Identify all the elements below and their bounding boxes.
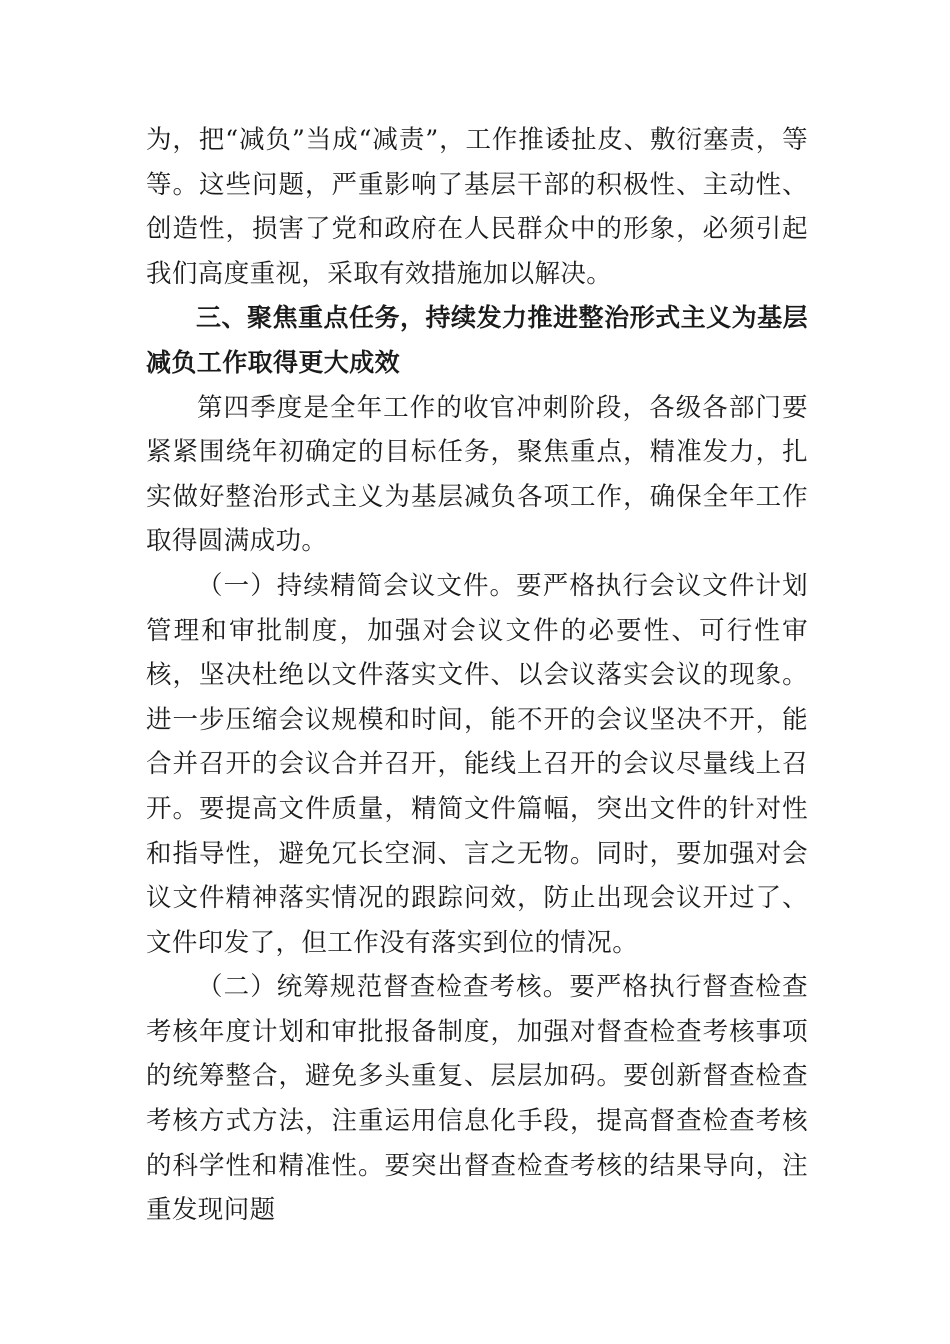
item-2-body: 要严格执行督查检查考核年度计划和审批报备制度，加强对督查检查考核事项的统筹整合，避免多头重复、层层加码。要创新督查检查考核方式方法，注重运用信息化手段，提高督查检查考核的科学性和精准性。要突出督查检查考核的结果导向，注重发现问题	[146, 972, 808, 1226]
item-2-paragraph	[146, 965, 808, 1233]
item-1-paragraph	[146, 564, 808, 965]
section-heading: 三、聚焦重点任务，持续发力推进整治形式主义为基层减负工作取得更大成效	[146, 303, 808, 377]
item-1-body: 要严格执行会议文件计划管理和审批制度，加强对会议文件的必要性、可行性审核，坚决杜绝以文件落实文件、以会议落实会议的现象。进一步压缩会议规模和时间，能不开的会议坚决不开，能合并召开的会议合并召开，能线上召开的会议尽量线上召开。要提高文件质量，精简文件篇幅，突出文件的针对性和指导性，避免冗长空洞、言之无物。同时，要加强对会议文件精神落实情况的跟踪问效，防止出现会议开过了、文件印发了，但工作没有落实到位的情况。	[146, 570, 808, 958]
document-page	[146, 118, 808, 1233]
intro-paragraph: 第四季度是全年工作的收官冲刺阶段，各级各部门要紧紧围绕年初确定的目标任务，聚焦重点，精准发力，扎实做好整治形式主义为基层减负各项工作，确保全年工作取得圆满成功。	[146, 392, 808, 557]
item-2-lead: （二）统筹规范督查检查考核。	[197, 972, 570, 1003]
continued-paragraph: 为，把“减负”当成“减责”，工作推诿扯皮、敷衍塞责，等等。这些问题，严重影响了基层干部的积极性、主动性、创造性，损害了党和政府在人民群众中的形象，必须引起我们高度重视，采取有效措施加以解决。	[146, 125, 808, 289]
item-1-lead: （一）持续精简会议文件。	[197, 570, 517, 601]
